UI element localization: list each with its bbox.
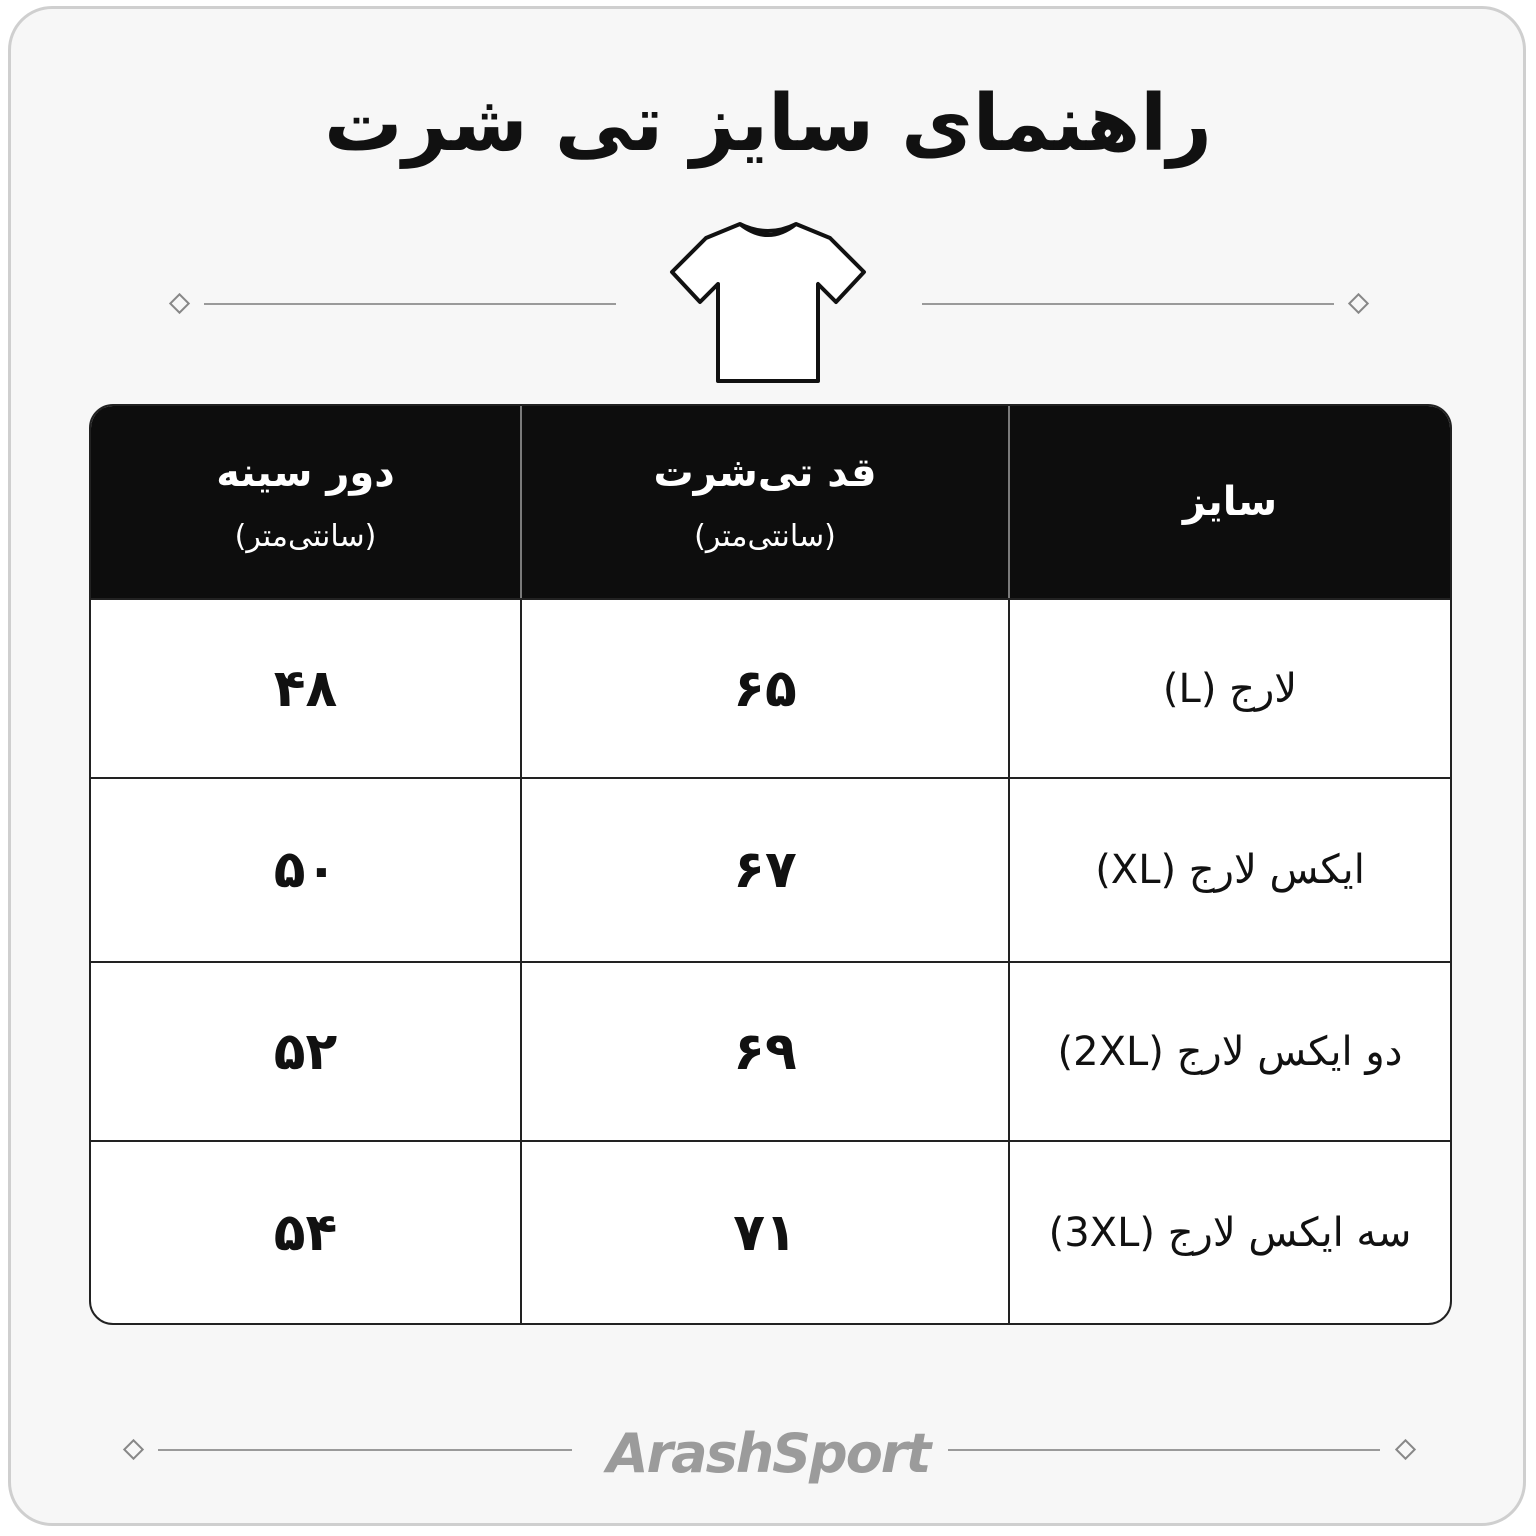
tshirt-outline-icon [668, 216, 868, 386]
size-cell: ایکس لارج (XL) [1008, 777, 1450, 961]
brand-logo: ArashSport [606, 1422, 930, 1485]
chest-cell: ۵۲ [91, 961, 520, 1140]
header-size [1008, 406, 1450, 598]
length-cell: ۶۵ [520, 598, 1008, 777]
chest-cell: ۴۸ [91, 598, 520, 777]
table-row [91, 961, 1450, 1140]
length-cell: ۶۷ [520, 777, 1008, 961]
divider-right [922, 303, 1334, 305]
chest-cell: ۵۴ [91, 1140, 520, 1323]
footer-divider-left [158, 1449, 572, 1451]
footer-divider-right [948, 1449, 1380, 1451]
size-cell: سه ایکس لارج (3XL) [1008, 1140, 1450, 1323]
table-row [91, 777, 1450, 961]
length-cell: ۶۹ [520, 961, 1008, 1140]
header-chest-unit: (سانتی‌متر) [234, 519, 377, 554]
header-chest [91, 406, 520, 598]
table-row [91, 598, 1450, 777]
table-row [91, 1140, 1450, 1323]
chest-cell: ۵۰ [91, 777, 520, 961]
size-cell: دو ایکس لارج (2XL) [1008, 961, 1450, 1140]
size-table [89, 404, 1452, 1325]
header-chest-label: دور سینه [216, 450, 395, 496]
header-length [520, 406, 1008, 598]
header-size-label: سایز [1182, 479, 1278, 525]
page-title: راهنمای سایز تی شرت [324, 79, 1212, 169]
length-cell: ۷۱ [520, 1140, 1008, 1323]
divider-left [204, 303, 616, 305]
header-length-label: قد تی‌شرت [653, 450, 877, 496]
table-header-row [91, 406, 1450, 598]
size-cell: لارج (L) [1008, 598, 1450, 777]
header-length-unit: (سانتی‌متر) [694, 519, 836, 554]
